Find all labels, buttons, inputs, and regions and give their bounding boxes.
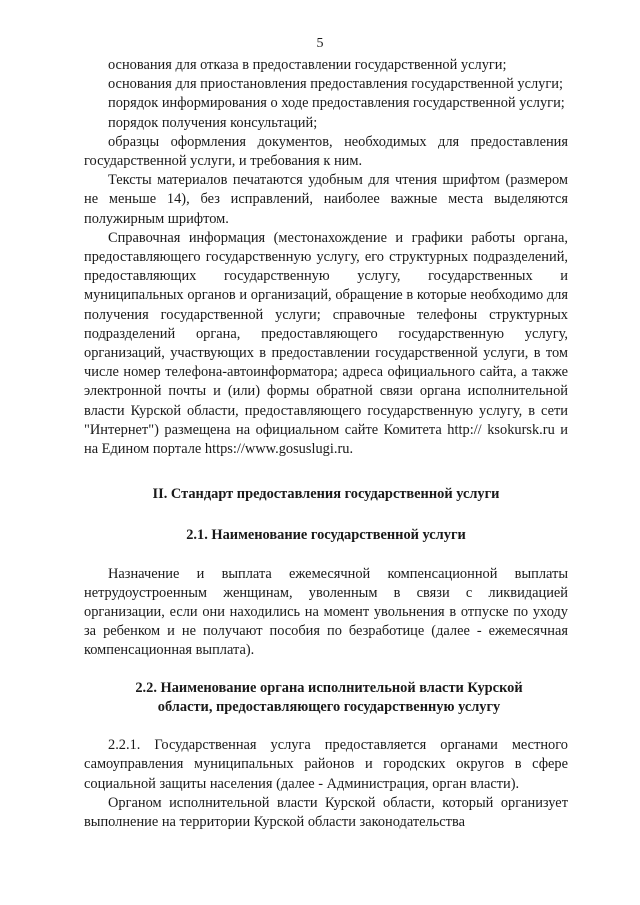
paragraph-2-2-1: 2.2.1. Государственная услуга предоставляется органами местного самоуправления муниципальных районов и городских округов в сфере социальной защиты населения (далее - Администрация, орган власти). [84,737,568,792]
paragraph-progress-info: порядок информирования о ходе предоставления государственной услуги; [108,95,565,112]
paragraph-reference-info: Справочная информация (местонахождение и графики работы органа, предоставляющего государственную услугу, его структурных подразделений, предоставляющих государственную услугу, государственных и муниципальных органов и организаций, обращение в которые необходимо для получения государственной услуги; справочные телефоны структурных подразделений органа, предоставляющего государственную услугу, организаций, участвующих в предоставлении государственной услуги, в том числе номер телефона-автоинформатора; адреса официального сайта, а также электронной почты и (или) формы обратной связи органа исполнительной власти Курской области, предоставляющего государственную услугу, в сети "Интернет") размещена на официальном сайте Комитета http:// ksokursk.ru и на Едином портале https://www.gosuslugi.ru. [84,229,568,458]
subsection-2-2-title: 2.2. Наименование органа исполнительной власти Курской области, предоставляющего государственную услугу [135,679,523,715]
page-number: 5 [316,36,324,51]
paragraph-document-samples: образцы оформления документов, необходимых для предоставления государственной услуги, и требования к ним. [84,133,568,170]
paragraph-consultations: порядок получения консультаций; [108,114,318,131]
paragraph-refusal-grounds: основания для отказа в предоставлении государственной услуги; [108,57,507,73]
paragraph-executive-body: Органом исполнительной власти Курской области, который организует выполнение на территории Курской области законодательства [84,794,568,830]
section-ii-title: II. Стандарт предоставления государственной услуги [152,486,500,503]
subsection-2-1-title: 2.1. Наименование государственной услуги [186,527,466,544]
paragraph-suspension-grounds: основания для приостановления предоставления государственной услуги; [108,76,563,93]
paragraph-text-materials: Тексты материалов печатаются удобным для чтения шрифтом (размером не меньше 14), без исправлений, наиболее важные места выделяются полужирным шрифтом. [84,172,568,227]
subsection-2-1-text: Назначение и выплата ежемесячной компенсационной выплаты нетрудоустроенным женщинам, уволенным в связи с ликвидацией организации, если они находились на момент увольнения в отпуске по уходу за ребенком и не получают пособия по безработице (далее - ежемесячная компенсационная выплата). [84,565,568,659]
document-body [84,56,568,832]
